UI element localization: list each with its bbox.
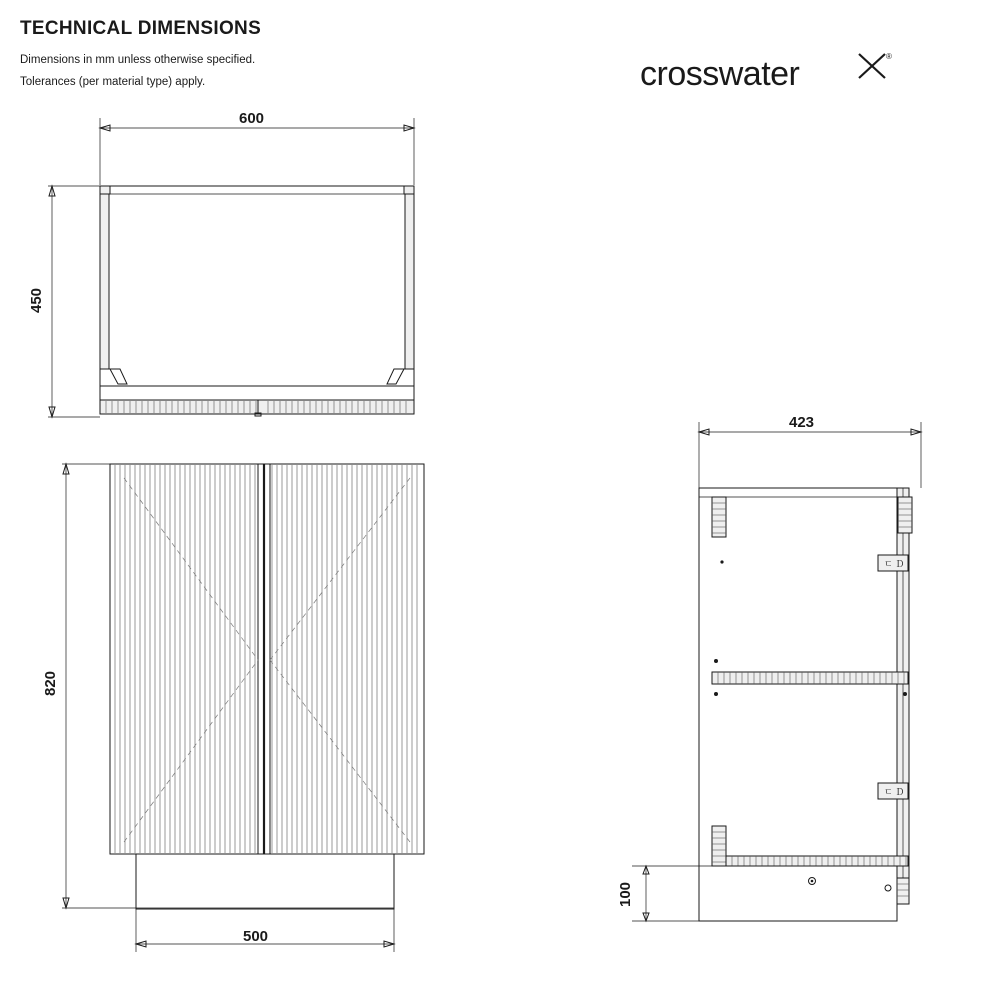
dim-label-100: 100 <box>617 881 635 908</box>
dim-label-820: 820 <box>42 670 60 697</box>
page-title: TECHNICAL DIMENSIONS <box>20 18 262 39</box>
note-units: Dimensions in mm unless otherwise specified. <box>20 54 256 66</box>
svg-text:ㄷ Ｄ: ㄷ Ｄ <box>884 559 905 569</box>
note-tolerances: Tolerances (per material type) apply. <box>20 76 206 88</box>
dim-label-500: 500 <box>243 928 269 945</box>
dim-label-600: 600 <box>239 110 265 127</box>
dim-label-450: 450 <box>28 287 46 314</box>
svg-text:ㄷ Ｄ: ㄷ Ｄ <box>884 787 905 797</box>
dim-label-423: 423 <box>789 414 815 431</box>
brand-name: crosswater <box>640 55 800 93</box>
registered-mark: ® <box>886 52 892 61</box>
dim-100-line <box>632 866 699 921</box>
dim-423-line <box>699 422 921 488</box>
